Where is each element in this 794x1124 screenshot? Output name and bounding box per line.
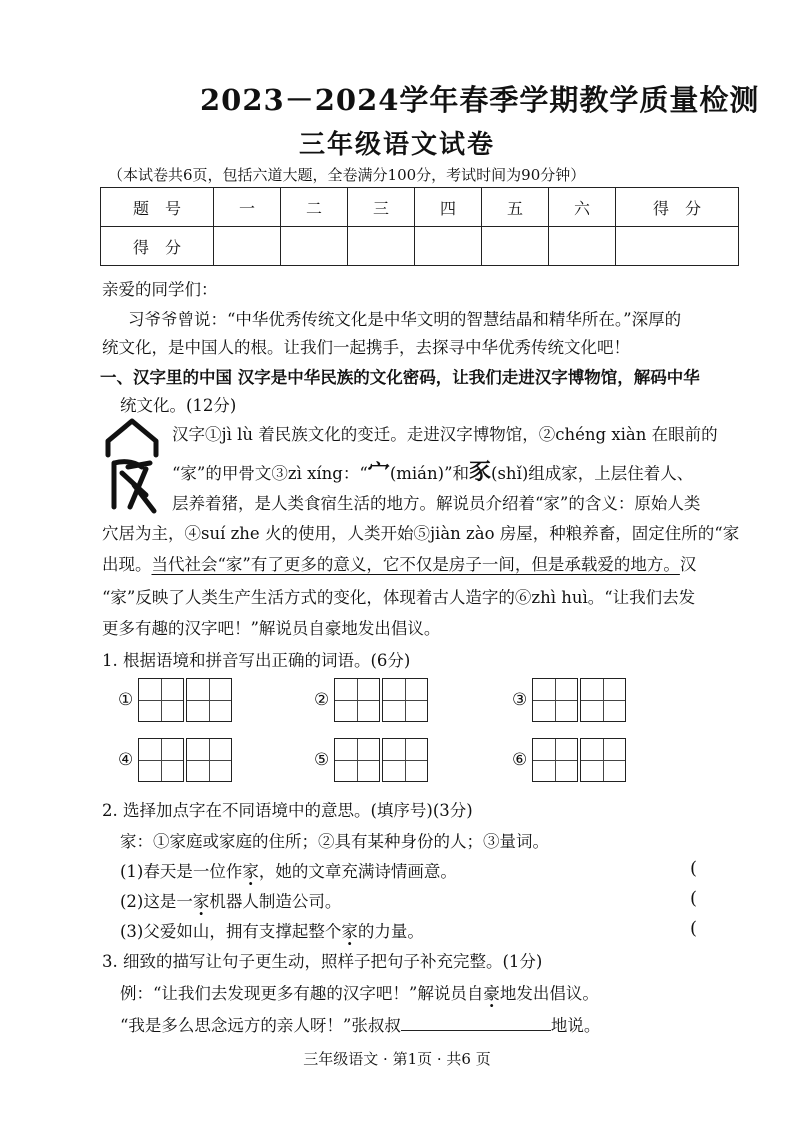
task-text: 地说。 [550, 1016, 601, 1035]
passage-line [172, 455, 693, 486]
passage-line: 层养着猪，是人类食宿生活的地方。解说员介绍着“家”的含义：原始人类 [172, 494, 701, 513]
answer-grid-2 [314, 678, 430, 722]
oracle-bone-jia-glyph [100, 415, 164, 515]
score-header-cell: 得 分 [616, 188, 739, 227]
score-header-cell: 六 [549, 188, 616, 227]
answer-grid-6 [512, 738, 628, 782]
grid-number: ① [118, 690, 134, 710]
answer-paren[interactable]: ( [690, 888, 698, 909]
intro-paragraph-line: 习爷爷曾说：“中华优秀传统文化是中华文明的智慧结晶和精华所在。”深厚的 [128, 310, 682, 329]
section-1-heading-cont: 统文化。(12分) [120, 396, 237, 415]
question-2-stem: 2. 选择加点字在不同语境中的意思。(填序号)(3分) [102, 801, 473, 820]
item-text: (2)这是一 [120, 892, 193, 911]
dotted-char: 家 [242, 862, 259, 881]
score-header-cell: 五 [482, 188, 549, 227]
dotted-word: 自豪地 [466, 984, 517, 1003]
score-header-cell: 一 [214, 188, 281, 227]
intro-paragraph-line: 统文化，是中国人的根。让我们一起携手，去探寻中华优秀传统文化吧！ [102, 338, 630, 357]
question-1-stem: 1. 根据语境和拼音写出正确的词语。(6分) [102, 651, 411, 670]
item-text: 机器人制造公司。 [209, 892, 342, 911]
passage-line: “家”反映了人类生产生活方式的变化，体现着古人造字的⑥zhì huì。“让我们去发 [102, 588, 696, 607]
passage-line: 更多有趣的汉字吧！”解说员自豪地发出倡议。 [102, 619, 441, 638]
score-input-cell[interactable] [214, 227, 281, 266]
score-table [100, 187, 739, 266]
underlined-sentence: 当代社会“家”有了更多的意义，它不仅是房子一间，但是承载爱的地方。 [151, 555, 680, 574]
writing-box[interactable] [334, 678, 380, 722]
score-input-cell[interactable] [549, 227, 616, 266]
passage-line: 汉字①jì lù 着民族文化的变迁。走进汉字博物馆，②chéng xiàn 在眼前的 [172, 425, 718, 444]
task-text: “我是多么思念远方的亲人呀！”张叔叔 [120, 1016, 401, 1035]
answer-grid-4 [118, 738, 234, 782]
score-row-label: 得 分 [101, 227, 214, 266]
writing-box[interactable] [186, 678, 232, 722]
score-header-cell: 三 [348, 188, 415, 227]
question-3-stem: 3. 细致的描写让句子更生动，照样子把句子补充完整。(1分) [102, 952, 543, 971]
writing-box[interactable] [382, 678, 428, 722]
score-header-cell: 题 号 [101, 188, 214, 227]
score-input-cell[interactable] [482, 227, 549, 266]
grid-number: ③ [512, 690, 528, 710]
exam-note: （本试卷共6页，包括六道大题，全卷满分100分，考试时间为90分钟） [108, 166, 586, 184]
question-2-item [120, 918, 424, 942]
score-table-header-row [101, 188, 739, 227]
passage-text: “家”的甲骨文③zì xíng：“ [172, 464, 368, 483]
answer-paren[interactable]: ( [690, 858, 698, 879]
page-footer: 三年级语文 · 第1页 · 共6 页 [303, 1050, 491, 1068]
score-input-cell[interactable] [348, 227, 415, 266]
writing-box[interactable] [334, 738, 380, 782]
passage-text: (mián)”和 [389, 464, 470, 483]
passage-line [102, 551, 696, 575]
question-3-example [120, 980, 599, 1004]
item-text: ，她的文章充满诗情画意。 [258, 862, 457, 881]
question-2-definition: 家：①家庭或家庭的住所；②具有某种身份的人；③量词。 [120, 832, 549, 851]
grid-number: ② [314, 690, 330, 710]
grid-number: ④ [118, 750, 134, 770]
item-text: 的力量。 [357, 922, 424, 941]
score-input-cell[interactable] [415, 227, 482, 266]
score-table-score-row [101, 227, 739, 266]
dotted-char: 家 [341, 922, 358, 941]
score-input-cell[interactable] [616, 227, 739, 266]
dotted-char: 家 [192, 892, 210, 911]
exam-title: 2023－2024学年春季学期教学质量检测 [200, 83, 760, 117]
grid-number: ⑥ [512, 750, 528, 770]
item-text: (3)父爱如山，拥有支撑起整个 [120, 922, 342, 941]
score-header-cell: 四 [415, 188, 482, 227]
answer-grid-3 [512, 678, 628, 722]
writing-box[interactable] [186, 738, 232, 782]
mian-radical-glyph: 宀 [367, 459, 390, 485]
score-header-cell: 二 [281, 188, 348, 227]
writing-box[interactable] [138, 678, 184, 722]
writing-box[interactable] [532, 678, 578, 722]
passage-text: (shǐ)组成家，上层住着人、 [491, 464, 694, 483]
score-input-cell[interactable] [281, 227, 348, 266]
writing-box[interactable] [580, 738, 626, 782]
grid-number: ⑤ [314, 750, 330, 770]
exam-subtitle: 三年级语文试卷 [298, 130, 495, 160]
writing-box[interactable] [532, 738, 578, 782]
question-2-item [120, 888, 341, 912]
shi-glyph: 豕 [469, 459, 492, 485]
greeting: 亲爱的同学们： [102, 280, 218, 299]
example-text: 例：“让我们去发现更多有趣的汉字吧！”解说员 [120, 984, 467, 1003]
answer-grid-1 [118, 678, 234, 722]
passage-text: 出现。 [102, 555, 152, 574]
section-1-heading: 一、汉字里的中国 汉字是中华民族的文化密码，让我们走进汉字博物馆，解码中华 [100, 368, 700, 387]
writing-box[interactable] [382, 738, 428, 782]
answer-paren[interactable]: ( [690, 918, 698, 939]
answer-grid-5 [314, 738, 430, 782]
question-2-item [120, 858, 457, 882]
passage-text: 汉 [679, 555, 697, 574]
item-text: (1)春天是一位作 [120, 862, 243, 881]
writing-box[interactable] [138, 738, 184, 782]
passage-line: 穴居为主，④suí zhe 火的使用，人类开始⑤jiàn zào 房屋，种粮养畜，固定住所的“家 [102, 524, 740, 543]
question-3-task [120, 1012, 600, 1036]
fill-in-blank[interactable] [401, 1016, 551, 1031]
writing-box[interactable] [580, 678, 626, 722]
example-text: 发出倡议。 [516, 984, 599, 1003]
